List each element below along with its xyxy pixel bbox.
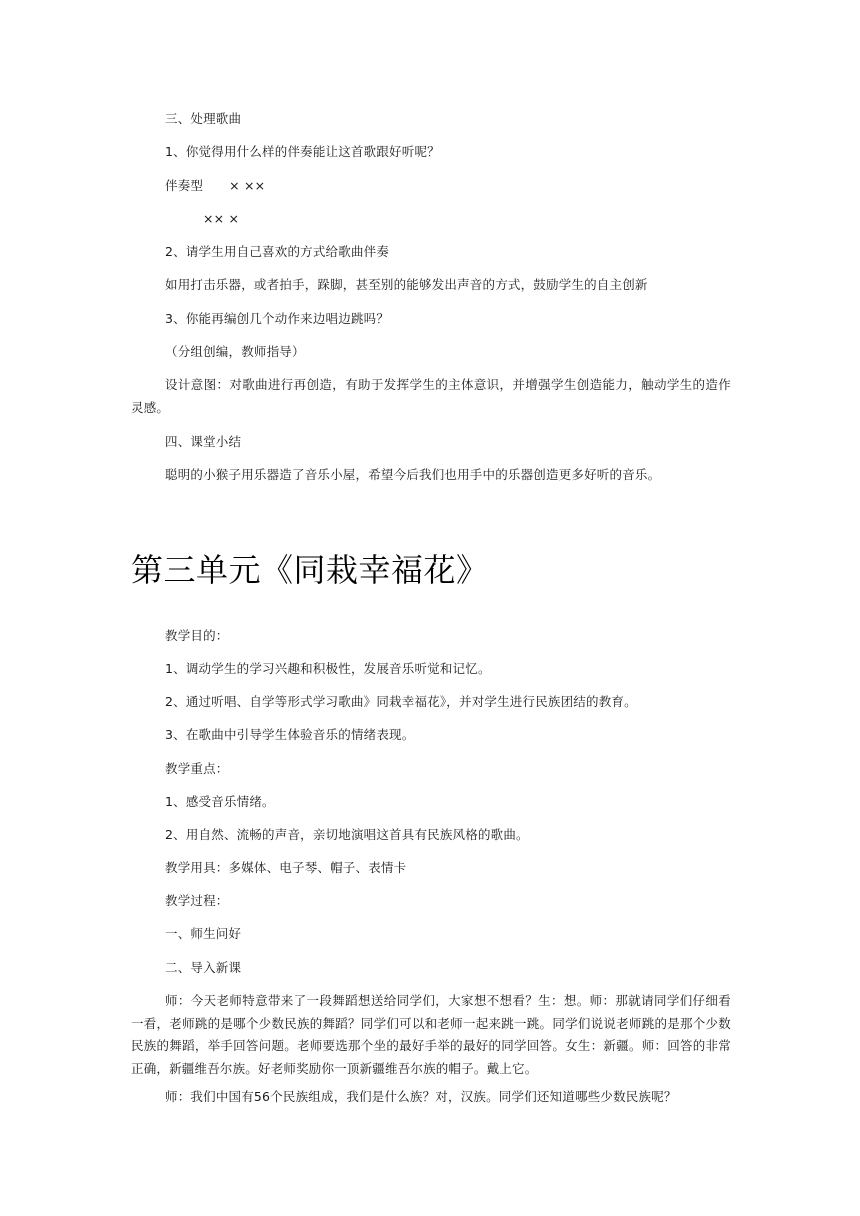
objective-item-3: 3、在歌曲中引导学生体验音乐的情绪表现。 xyxy=(165,727,415,742)
key-point-item-2: 2、用自然、流畅的声音，亲切地演唱这首具有民族风格的歌曲。 xyxy=(165,827,529,842)
process-step-2: 二、导入新课 xyxy=(165,960,242,975)
ethnic-groups-paragraph: 师：我们中国有56个民族组成，我们是什么族？对，汉族。同学们还知道哪些少数民族呢？ xyxy=(165,1089,677,1104)
unit-heading: 第三单元《同栽幸福花》 xyxy=(131,551,489,589)
section-three-title: 三、处理歌曲 xyxy=(165,111,242,126)
objectives-title: 教学目的： xyxy=(165,628,229,643)
key-points-title: 教学重点： xyxy=(165,761,229,776)
teaching-tools: 教学用具：多媒体、电子琴、帽子、表情卡 xyxy=(165,860,407,875)
rhythm-pattern-2: ×× × xyxy=(203,211,240,226)
process-step-1: 一、师生问好 xyxy=(165,926,242,941)
question-2-detail: 如用打击乐器，或者拍手，跺脚，甚至别的能够发出声音的方式，鼓励学生的自主创新 xyxy=(165,277,648,292)
section-four-title: 四、课堂小结 xyxy=(165,434,242,449)
question-2: 2、请学生用自己喜欢的方式给歌曲伴奏 xyxy=(165,244,390,259)
objective-item-2: 2、通过听唱、自学等形式学习歌曲》同栽幸福花》，并对学生进行民族团结的教育。 xyxy=(165,694,637,709)
intro-dialogue-paragraph: 师：今天老师特意带来了一段舞蹈想送给同学们，大家想不想看？生：想。师：那就请同学们仔细看一看，老师跳的是哪个少数民族的舞蹈？同学们可以和老师一起来跳一跳。同学们说说老师跳的是那个少数民族的舞蹈，举手回答问题。老师要选那个坐的最好手举的最好的同学回答。女生：新疆。师：回答的非常正确，新疆维吾尔族。好老师奖励你一顶新疆维吾尔族的帽子。戴上它。 xyxy=(131,993,731,1076)
accompaniment-label: 伴奏型 xyxy=(165,178,204,193)
key-point-item-1: 1、感受音乐情绪。 xyxy=(165,794,275,809)
question-1: 1、你觉得用什么样的伴奏能让这首歌跟好听呢？ xyxy=(165,144,440,159)
rhythm-pattern-1: × ×× xyxy=(229,178,266,193)
question-3: 3、你能再编创几个动作来边唱边跳吗？ xyxy=(165,311,390,326)
process-title: 教学过程： xyxy=(165,893,229,908)
design-intent-paragraph: 设计意图：对歌曲进行再创造，有助于发挥学生的主体意识，并增强学生创造能力，触动学生的造作灵感。 xyxy=(131,377,731,415)
objective-item-1: 1、调动学生的学习兴趣和积极性，发展音乐听觉和记忆。 xyxy=(165,661,491,676)
lesson-summary: 聪明的小猴子用乐器造了音乐小屋，希望今后我们也用手中的乐器创造更多好听的音乐。 xyxy=(165,467,661,482)
question-3-detail: （分组创编，教师指导） xyxy=(165,344,305,359)
accompaniment-pattern-row xyxy=(165,175,265,196)
